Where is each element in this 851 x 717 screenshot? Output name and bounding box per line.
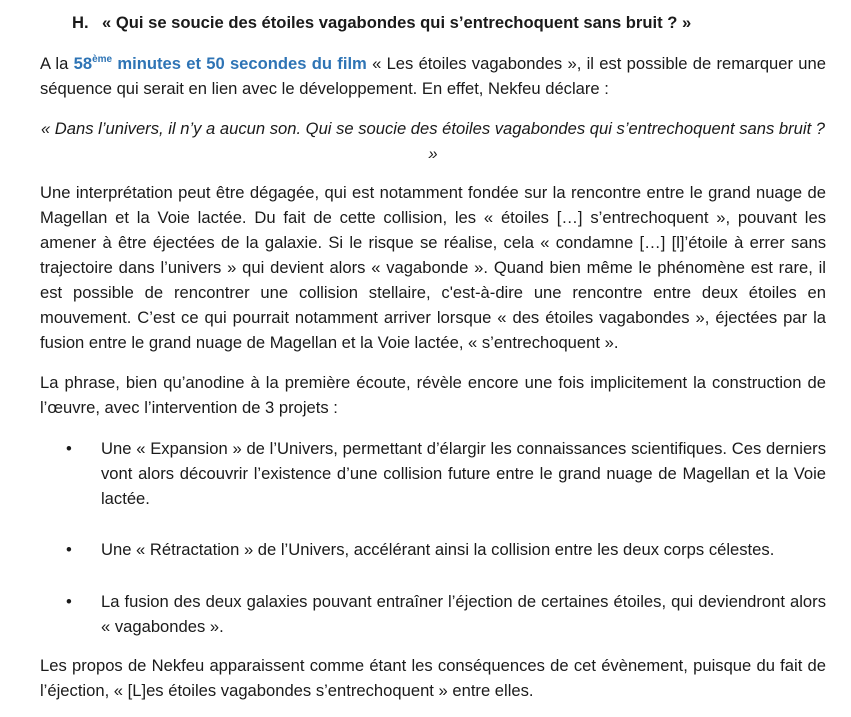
lyric-quote: « Dans l’univers, il n’y a aucun son. Qui se soucie des étoiles vagabondes qui s’entrechoquent sans bruit ? » xyxy=(40,119,826,163)
intro-prefix: A la xyxy=(40,54,74,73)
bullet-icon: • xyxy=(66,439,72,458)
list-item-text: Une « Expansion » de l’Univers, permettant d’élargir les connaissances scientifiques. Ces derniers vont alors découvrir l’existence d’une collision future entre le grand nuage de Magellan et la Voie lactée. xyxy=(101,439,826,508)
section-number: H. xyxy=(72,13,89,32)
timestamp-highlight xyxy=(74,54,367,73)
bullet-icon: • xyxy=(66,592,72,611)
section-title: « Qui se soucie des étoiles vagabondes qui s’entrechoquent sans bruit ? » xyxy=(102,13,692,32)
intro-suffix: « Les étoiles vagabondes », il est possible de remarquer une séquence qui serait en lien avec le développement. En effet, Nekfeu déclare : xyxy=(40,54,826,98)
list-item-text: La fusion des deux galaxies pouvant entraîner l’éjection de certaines étoiles, qui deviendront alors « vagabondes ». xyxy=(101,592,826,636)
timestamp-text: minutes et 50 secondes du film xyxy=(112,54,367,73)
timestamp-superscript: ème xyxy=(92,54,113,65)
construction-paragraph: La phrase, bien qu’anodine à la première écoute, révèle encore une fois implicitement la construction de l’œuvre, avec l’intervention de 3 projets : xyxy=(40,373,826,417)
list-item-text: Une « Rétractation » de l’Univers, accélérant ainsi la collision entre les deux corps célestes. xyxy=(101,540,775,559)
section-heading xyxy=(72,10,691,35)
conclusion-paragraph: Les propos de Nekfeu apparaissent comme étant les conséquences de cet évènement, puisque du fait de l’éjection, « [L]es étoiles vagabondes s’entrechoquent » entre elles. xyxy=(40,656,826,700)
intro-paragraph xyxy=(40,51,826,101)
timestamp-number: 58 xyxy=(73,54,93,73)
interpretation-paragraph: Une interprétation peut être dégagée, qui est notamment fondée sur la rencontre entre le grand nuage de Magellan et la Voie lactée. Du fait de cette collision, les « étoiles […] s’entrechoquent », pouvant les amener à être éjectées de la galaxie. Si le risque se réalise, cela « condamne […] [l]’étoile à errer sans trajectoire dans l’univers » qui devient alors « vagabonde ». Quand bien même le phénomène est rare, il est possible de rencontrer une collision stellaire, c'est-à-dire une rencontre entre deux étoiles en mouvement. C’est ce qui pourrait notamment arriver lorsque « des étoiles vagabondes », éjectées par la fusion entre le grand nuage de Magellan et la Voie lactée, « s’entrechoquent ». xyxy=(40,183,826,352)
bullet-icon: • xyxy=(66,540,72,559)
